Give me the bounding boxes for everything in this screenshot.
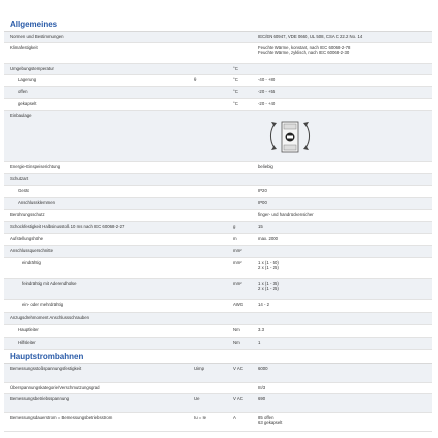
spec-row <box>4 325 432 338</box>
spec-value <box>258 396 428 401</box>
spec-row <box>4 234 432 246</box>
spec-unit: Nm <box>233 327 240 332</box>
spec-value <box>258 188 428 193</box>
spec-value-line: 2 x (1 - 25) <box>258 265 279 271</box>
spec-label: Anzugsdrehmoment Anschlussschrauben <box>10 315 90 320</box>
spec-value <box>258 200 428 205</box>
spec-row <box>4 258 432 279</box>
spec-label: Lagerung <box>18 77 37 82</box>
spec-label: eindrähtig <box>22 260 41 265</box>
spec-value-line: Feuchte Wärme, zyklisch, nach IEC 60068-2-30 <box>258 50 350 56</box>
spec-value <box>258 302 428 307</box>
spec-value-line: 1 <box>258 340 261 345</box>
spec-label: Bemessungsstoßspannungsfestigkeit <box>10 366 82 371</box>
section-title: Allgemeines <box>10 20 58 29</box>
spec-label: Klimafestigkeit <box>10 45 38 50</box>
spec-label: feindrähtig mit Aderendhülse <box>22 281 77 286</box>
spec-value <box>258 415 428 425</box>
spec-value-line: IEC/EN 60947, VDE 0660, UL 508, CSA C 22.2 No. 14 <box>258 34 363 39</box>
spec-symbol: Ue <box>194 396 200 401</box>
spec-label: Berührungsschutz <box>10 212 45 217</box>
section-header <box>4 18 432 32</box>
spec-label: ein- oder mehrdrähtig <box>22 302 64 307</box>
spec-value-line: 3.3 <box>258 327 264 332</box>
spec-unit: m <box>233 236 237 241</box>
spec-label: Gerät <box>18 188 29 193</box>
spec-label: Umgebungstemperatur <box>10 66 54 71</box>
spec-label: Hauptleiter <box>18 327 39 332</box>
spec-value <box>258 101 428 106</box>
spec-value-line: 690 <box>258 396 266 401</box>
spec-row <box>4 222 432 234</box>
spec-value-line: 6000 <box>258 366 268 371</box>
spec-unit: °C <box>233 89 238 94</box>
spec-label: Normen und Bestimmungen <box>10 34 64 39</box>
spec-value <box>258 89 428 94</box>
spec-value <box>258 340 428 345</box>
spec-value-line: 63 gekapselt <box>258 420 283 426</box>
spec-value <box>258 77 428 82</box>
spec-label: Energie-Einspeiserichtung <box>10 164 61 169</box>
spec-row <box>4 111 432 162</box>
spec-value <box>258 45 428 55</box>
spec-row <box>4 186 432 198</box>
spec-row <box>4 279 432 300</box>
spec-value <box>258 281 428 291</box>
spec-unit: mm² <box>233 260 242 265</box>
spec-row <box>4 246 432 258</box>
spec-row <box>4 32 432 43</box>
spec-value-line: 2 x (1 - 25) <box>258 286 279 292</box>
spec-value-line: Feuchte Wärme, konstant, nach IEC 60068-2-78 <box>258 45 351 50</box>
spec-value-line: III/3 <box>258 385 266 390</box>
spec-label: Schutzart <box>10 176 29 181</box>
spec-label: offen <box>18 89 28 94</box>
spec-unit: Nm <box>233 340 240 345</box>
spec-row <box>4 338 432 350</box>
datasheet-page <box>4 18 432 432</box>
spec-value-line: IP20 <box>258 188 267 193</box>
spec-value-line: beliebig <box>258 164 273 169</box>
spec-row <box>4 162 432 174</box>
spec-unit: mm² <box>233 248 242 253</box>
spec-value-line: max. 2000 <box>258 236 279 241</box>
spec-row <box>4 198 432 210</box>
spec-row <box>4 313 432 325</box>
spec-symbol: θ <box>194 77 197 82</box>
spec-value <box>258 212 428 217</box>
spec-label: Aufstellungshöhe <box>10 236 43 241</box>
spec-value-line: 1 x (1 - 50) <box>258 260 279 265</box>
spec-unit: °C <box>233 101 238 106</box>
spec-label: Bemessungsbetriebsspannung <box>10 396 70 401</box>
spec-symbol: Iu = Ie <box>194 415 207 420</box>
spec-value <box>258 164 428 169</box>
spec-row <box>4 364 432 383</box>
spec-row <box>4 210 432 222</box>
spec-label: Hilfsleiter <box>18 340 36 345</box>
spec-row <box>4 43 432 64</box>
mounting-position-icon <box>260 114 320 158</box>
spec-row <box>4 99 432 111</box>
spec-value-line: 15 <box>258 224 263 229</box>
spec-row <box>4 64 432 75</box>
spec-value <box>258 260 428 270</box>
spec-value-line: IP00 <box>258 200 267 205</box>
spec-label: Schockfestigkeit Halbsinusstoß 10 ms nach IEC 60068-2-27 <box>10 224 125 229</box>
spec-row <box>4 75 432 87</box>
section-header <box>4 350 432 364</box>
spec-value-line: 85 offen <box>258 415 274 420</box>
spec-symbol: Uimp <box>194 366 205 371</box>
spec-row <box>4 413 432 432</box>
section-title: Hauptstrombahnen <box>10 352 84 361</box>
spec-value <box>258 385 428 390</box>
spec-row <box>4 174 432 186</box>
spec-value <box>258 224 428 229</box>
spec-value <box>258 236 428 241</box>
spec-label: gekapselt <box>18 101 37 106</box>
spec-unit: mm² <box>233 281 242 286</box>
spec-label: Einbaulage <box>10 113 32 118</box>
spec-value <box>258 366 428 371</box>
spec-value-line: 14 - 2 <box>258 302 269 307</box>
spec-unit: V AC <box>233 366 243 371</box>
spec-value-line: 1 x (1 - 35) <box>258 281 279 286</box>
spec-value-line: -20 - +40 <box>258 101 276 106</box>
spec-unit: g <box>233 224 236 229</box>
spec-value-line: -40 - +80 <box>258 77 276 82</box>
spec-row <box>4 300 432 313</box>
spec-unit: V AC <box>233 396 243 401</box>
spec-value-line: finger- und handrückensicher <box>258 212 314 217</box>
spec-row <box>4 87 432 99</box>
spec-unit: °C <box>233 77 238 82</box>
spec-row <box>4 394 432 413</box>
spec-row <box>4 383 432 394</box>
spec-label: Bemessungsdauerstrom = Bemessungsbetriebsstrom <box>10 415 113 420</box>
spec-unit: °C <box>233 66 238 71</box>
spec-label: Anschlussklemmen <box>18 200 56 205</box>
spec-value-line: -20 - +55 <box>258 89 276 94</box>
spec-value <box>258 34 428 39</box>
spec-label: Überspannungskategorie/Verschmutzungsgrad <box>10 385 100 390</box>
spec-unit: A <box>233 415 236 420</box>
spec-unit: AWG <box>233 302 244 307</box>
spec-value <box>258 327 428 332</box>
spec-label: Anschlussquerschnitte <box>10 248 53 253</box>
